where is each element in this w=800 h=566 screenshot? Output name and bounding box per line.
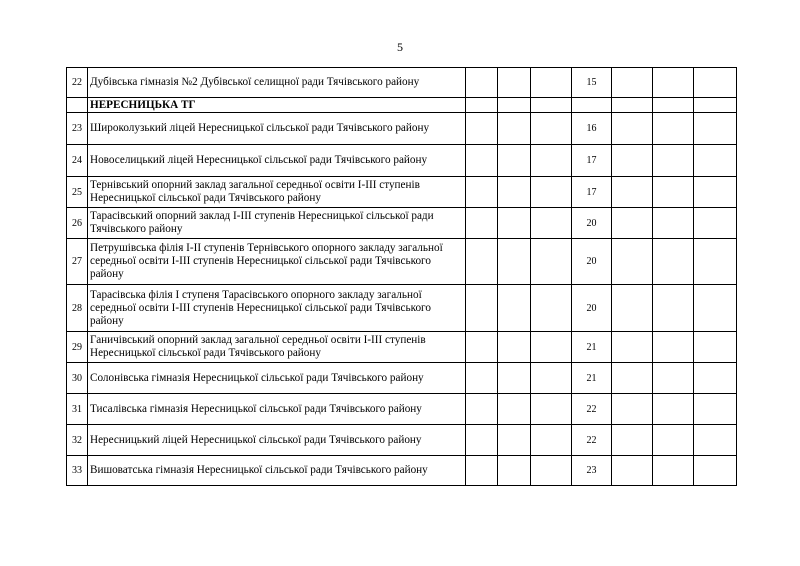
empty-cell	[466, 68, 498, 98]
schools-table	[66, 67, 737, 486]
empty-cell	[466, 425, 498, 456]
empty-cell	[466, 239, 498, 285]
school-name: Тисалівська гімназія Нересницької сільської ради Тячівського району	[88, 394, 466, 425]
page-reference: 22	[572, 394, 612, 425]
empty-cell	[694, 208, 737, 239]
school-name: Петрушівська філія І-ІІ ступенів Тернівського опорного закладу загальної середньої освіти І-ІІІ ступенів Нересницької сільської ради Тячівського району	[88, 239, 466, 285]
row-number: 22	[67, 68, 88, 98]
empty-cell	[612, 363, 653, 394]
school-name: Широколузький ліцей Нересницької сільської ради Тячівського району	[88, 113, 466, 145]
empty-cell	[531, 177, 572, 208]
school-name: Ганичівський опорний заклад загальної середньої освіти І-ІІІ ступенів Нересницької сільської ради Тячівського району	[88, 332, 466, 363]
empty-cell	[653, 363, 694, 394]
empty-cell	[612, 145, 653, 177]
empty-cell	[466, 177, 498, 208]
page-reference: 15	[572, 68, 612, 98]
school-name: Нересницький ліцей Нересницької сільської ради Тячівського району	[88, 425, 466, 456]
empty-cell	[531, 208, 572, 239]
empty-cell	[612, 68, 653, 98]
school-name: Тарасівський опорний заклад І-ІІІ ступенів Нересницької сільської ради Тячівського району	[88, 208, 466, 239]
empty-cell	[612, 332, 653, 363]
empty-cell	[612, 177, 653, 208]
table-row	[67, 363, 737, 394]
section-title: НЕРЕСНИЦЬКА ТГ	[88, 98, 466, 113]
empty-cell	[531, 98, 572, 113]
empty-cell	[612, 456, 653, 486]
school-name: Солонівська гімназія Нересницької сільської ради Тячівського району	[88, 363, 466, 394]
empty-cell	[694, 456, 737, 486]
empty-cell	[694, 285, 737, 332]
page-reference: 20	[572, 208, 612, 239]
row-number: 27	[67, 239, 88, 285]
empty-cell	[694, 363, 737, 394]
row-number: 31	[67, 394, 88, 425]
empty-cell	[694, 145, 737, 177]
empty-cell	[498, 98, 531, 113]
empty-cell	[612, 394, 653, 425]
row-number: 26	[67, 208, 88, 239]
row-number: 28	[67, 285, 88, 332]
page-reference: 17	[572, 177, 612, 208]
empty-cell	[612, 285, 653, 332]
empty-cell	[498, 394, 531, 425]
page-reference: 20	[572, 239, 612, 285]
school-name: Вишоватська гімназія Нересницької сільської ради Тячівського району	[88, 456, 466, 486]
empty-cell	[531, 285, 572, 332]
table-row	[67, 177, 737, 208]
row-number: 29	[67, 332, 88, 363]
table-row	[67, 456, 737, 486]
empty-cell	[612, 425, 653, 456]
row-number: 24	[67, 145, 88, 177]
empty-cell	[653, 456, 694, 486]
empty-cell	[498, 425, 531, 456]
empty-cell	[653, 177, 694, 208]
table-row	[67, 332, 737, 363]
page-number: 5	[397, 40, 403, 54]
page-reference: 22	[572, 425, 612, 456]
row-number: 25	[67, 177, 88, 208]
empty-cell	[694, 332, 737, 363]
table-row	[67, 145, 737, 177]
empty-cell	[531, 332, 572, 363]
page-reference: 23	[572, 456, 612, 486]
school-name: Дубівська гімназія №2 Дубівської селищної ради Тячівського району	[88, 68, 466, 98]
empty-cell	[531, 363, 572, 394]
empty-cell	[466, 332, 498, 363]
page-reference: 16	[572, 113, 612, 145]
empty-cell	[531, 68, 572, 98]
table-row	[67, 425, 737, 456]
empty-cell	[498, 177, 531, 208]
empty-cell	[572, 98, 612, 113]
empty-cell	[531, 394, 572, 425]
empty-cell	[466, 113, 498, 145]
empty-cell	[653, 285, 694, 332]
table-row	[67, 285, 737, 332]
empty-cell	[498, 113, 531, 145]
row-number: 23	[67, 113, 88, 145]
empty-cell	[694, 68, 737, 98]
school-name: Новоселицький ліцей Нересницької сільської ради Тячівського району	[88, 145, 466, 177]
empty-cell	[653, 208, 694, 239]
empty-cell	[694, 113, 737, 145]
empty-cell	[466, 456, 498, 486]
empty-cell	[612, 239, 653, 285]
empty-cell	[531, 456, 572, 486]
empty-cell	[612, 98, 653, 113]
empty-cell	[498, 332, 531, 363]
table-row	[67, 239, 737, 285]
school-name: Тернівський опорний заклад загальної середньої освіти І-ІІІ ступенів Нересницької сільської ради Тячівського району	[88, 177, 466, 208]
empty-cell	[653, 394, 694, 425]
empty-cell	[531, 145, 572, 177]
empty-cell	[466, 145, 498, 177]
row-number: 32	[67, 425, 88, 456]
empty-cell	[531, 425, 572, 456]
empty-cell	[498, 456, 531, 486]
empty-cell	[531, 113, 572, 145]
empty-cell	[498, 363, 531, 394]
table-body	[67, 68, 737, 486]
empty-cell	[653, 145, 694, 177]
page-reference: 21	[572, 332, 612, 363]
school-name: Тарасівська філія І ступеня Тарасівського опорного закладу загальної середньої освіти І-ІІІ ступенів Нересницької сільської ради Тячівського району	[88, 285, 466, 332]
empty-cell	[498, 145, 531, 177]
table-row	[67, 394, 737, 425]
empty-cell	[531, 239, 572, 285]
empty-cell	[694, 425, 737, 456]
empty-cell	[653, 113, 694, 145]
empty-cell	[694, 98, 737, 113]
empty-cell	[694, 177, 737, 208]
empty-cell	[466, 363, 498, 394]
empty-cell	[653, 332, 694, 363]
table-row	[67, 208, 737, 239]
empty-cell	[653, 68, 694, 98]
empty-cell	[694, 239, 737, 285]
row-number: 30	[67, 363, 88, 394]
empty-cell	[498, 239, 531, 285]
empty-cell	[653, 425, 694, 456]
empty-cell	[653, 239, 694, 285]
section-row	[67, 98, 737, 113]
empty-cell	[498, 208, 531, 239]
empty-cell	[612, 113, 653, 145]
section-number-cell	[67, 98, 88, 113]
empty-cell	[466, 98, 498, 113]
empty-cell	[466, 394, 498, 425]
empty-cell	[498, 285, 531, 332]
empty-cell	[612, 208, 653, 239]
empty-cell	[694, 394, 737, 425]
page-reference: 21	[572, 363, 612, 394]
empty-cell	[466, 285, 498, 332]
empty-cell	[466, 208, 498, 239]
row-number: 33	[67, 456, 88, 486]
empty-cell	[653, 98, 694, 113]
table-row	[67, 68, 737, 98]
empty-cell	[498, 68, 531, 98]
table-row	[67, 113, 737, 145]
page-reference: 20	[572, 285, 612, 332]
page-reference: 17	[572, 145, 612, 177]
